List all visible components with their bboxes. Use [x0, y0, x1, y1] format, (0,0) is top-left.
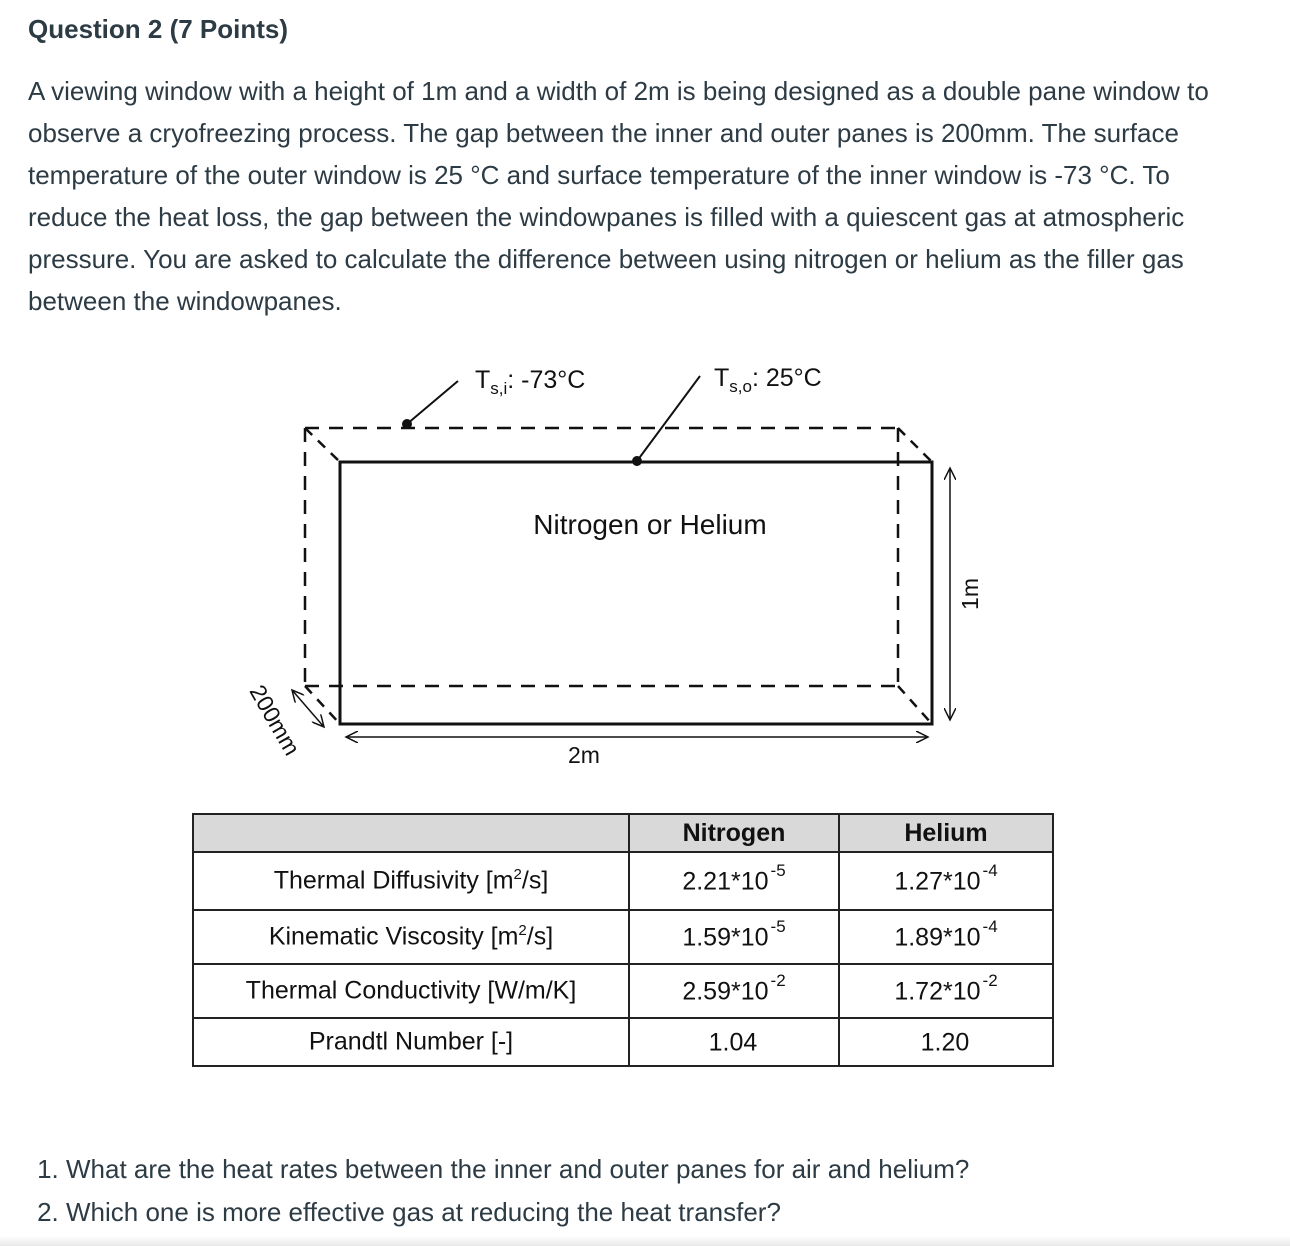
list-item: 1. What are the heat rates between the inner and outer panes for air and helium? — [66, 1148, 969, 1191]
inner-temp-subscript: s,i — [490, 379, 508, 398]
table-header-row — [193, 814, 1053, 852]
property-label: Kinematic Viscosity $[m^2/s]$ — [193, 910, 629, 964]
inner-temp-dot — [402, 419, 412, 429]
width-label: 2m — [568, 742, 600, 768]
bottom-edge-shadow — [0, 1236, 1290, 1246]
gas-properties-table — [192, 813, 1054, 1067]
table-row — [193, 910, 1053, 964]
helium-value: 1.89*10 $^{-4}$ — [839, 910, 1053, 964]
table-header-nitrogen: Nitrogen — [629, 814, 839, 852]
table-row — [193, 852, 1053, 910]
inner-temp-value: : -73°C — [507, 366, 586, 394]
nitrogen-value: 1.04 — [629, 1018, 839, 1066]
table-row — [193, 964, 1053, 1018]
inner-temp-label — [475, 366, 585, 398]
outer-temp-symbol: T — [714, 364, 730, 392]
window-diagram — [0, 340, 1290, 780]
outer-temp-dot — [632, 456, 642, 466]
question-heading: Question 2 (7 Points) — [28, 14, 289, 44]
inner-temp-symbol: T — [475, 366, 491, 394]
helium-value: 1.27*10 $^{-4}$ — [839, 852, 1053, 910]
depth-arrow — [292, 690, 324, 727]
helium-value: 1.20 — [839, 1018, 1053, 1066]
outer-temp-leader — [637, 376, 700, 461]
outer-temp-subscript: s,o — [729, 377, 752, 396]
depth-edges — [305, 428, 932, 724]
front-pane — [340, 462, 932, 724]
height-label: 1m — [957, 578, 983, 610]
outer-temp-value: : 25°C — [751, 364, 822, 392]
question-list — [40, 1148, 969, 1234]
question-paragraph: A viewing window with a height of 1m and a width of 2m is being designed as a double pane window to observe a cryofreezing process. The gap between the inner and outer panes is 200mm. The surface temperature of the outer window is 25 °C and surface temperature of the inner window is -73 °C. To reduce the heat loss, the gap between the windowpanes is filled with a quiescent gas at atmospheric pressure. You are asked to calculate the difference between using nitrogen or helium as the filler gas between the windowpanes. — [28, 76, 1209, 316]
nitrogen-value: 1.59*10 $^{-5}$ — [629, 910, 839, 964]
nitrogen-value: 2.59*10 $^{-2}$ — [629, 964, 839, 1018]
list-item: 2. Which one is more effective gas at reducing the heat transfer? — [66, 1191, 969, 1234]
nitrogen-value: 2.21*10 $^{-5}$ — [629, 852, 839, 910]
property-label: Thermal Diffusivity $[m^2/s]$ — [193, 852, 629, 910]
back-pane — [305, 428, 898, 686]
property-label: Thermal Conductivity [W/m/K] — [193, 964, 629, 1018]
table-row — [193, 1018, 1053, 1066]
inner-temp-leader — [407, 381, 458, 424]
depth-label: 200mm — [244, 680, 306, 760]
table-header-blank — [193, 814, 629, 852]
property-label: Prandtl Number [-] — [193, 1018, 629, 1066]
outer-temp-label — [714, 364, 822, 396]
gas-label: Nitrogen or Helium — [533, 509, 767, 540]
table-header-helium: Helium — [839, 814, 1053, 852]
helium-value: 1.72*10 $^{-2}$ — [839, 964, 1053, 1018]
